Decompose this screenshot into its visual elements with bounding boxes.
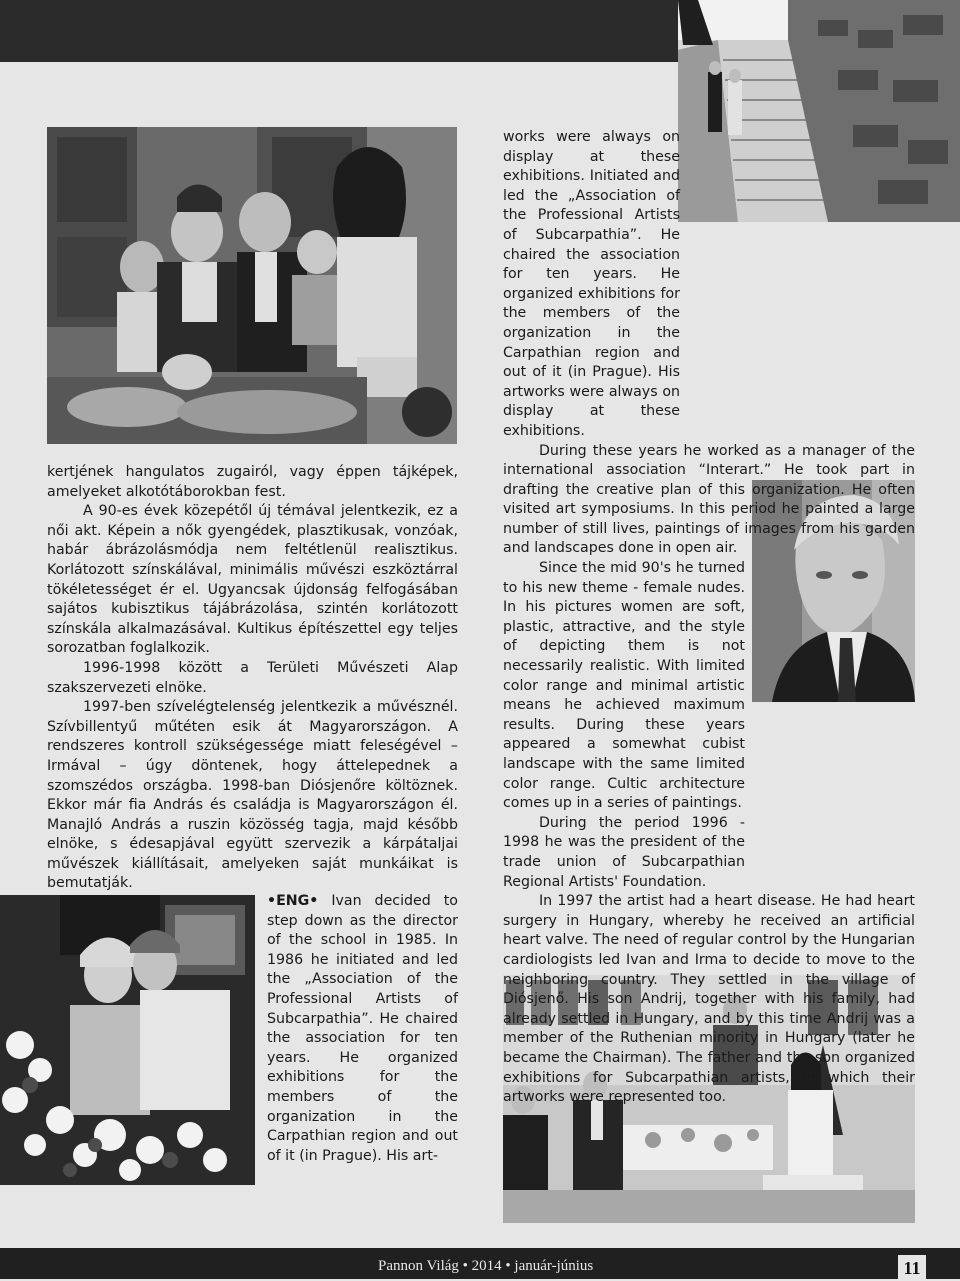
en-paragraph: Ivan decided to step down as the director of the school in 1985. In 1986 he initiated and led the „Association of the Professional Artists of Subcarpathia”. He chaired the association for ten years. He organized exhibitions for the members of the organization in the Carpathian region and out of it (in Prague). His art- [267,893,458,1164]
couple-photo [0,895,255,1185]
english-intro-text [267,892,458,1166]
footer-publication: Pannon Világ • 2014 • január-június [378,1258,594,1274]
hu-paragraph: 1996-1998 között a Területi Művészeti Alap szakszervezeti elnöke. [47,659,458,696]
right-paragraph: In 1997 the artist had a heart disease. He had heart surgery in Hungary, whereby he received an artificial heart valve. The need of regular control by the Hungarian cardiologists led Ivan and Irma to decide to move to the neighboring country. They settled in the village of Diósjenő. His son Andrij, together with his family, had already settled in Hungary, and by this time Andrij was a member of the Ruthenian minority in Hungary (later he became the Chairman). The father and the son organized exhibitions for Subcarpathian artists, in which their artworks were represented too. [503,893,915,1106]
right-paragraph: Since the mid 90's he turned to his new theme - female nudes. In his pictures women are soft, plastic, attractive, and the style of depicting them is not necessarily realistic. With limited color range and minimal artistic means he achieved maximum results. During these years appeared a somewhat cubist landscape with the same limited color range. Cultic architecture comes up in a series of paintings. [503,560,745,812]
right-column-text [503,128,915,1108]
hu-paragraph: A 90-es évek közepétől új témával jelentkezik, ez a női akt. Képein a nők gyengédek, plasztikusak, vonzóak, habár ábrázolásmódja nem feltétlenül realisztikus. Korlátozott színskálával, minimális művészi eszköztárral tökéletességet ér el. Ugyancsak újdonság felfogásában sajátos kubisztikus tájábrázolása, szintén korlátozott színskála alkalmazásával. Kultikus építészettel egy teljes sorozatban foglalkozik. [47,503,458,657]
page-number: 11 [898,1255,926,1279]
hu-paragraph: kertjének hangulatos zugairól, vagy éppen tájképek, amelyeket alkotótáborokban fest. [47,464,458,500]
hungarian-text [47,463,458,894]
eng-marker: •ENG• [267,893,319,909]
right-paragraph: works were always on display at these exhibitions. Initiated and led the „Association of the Professional Artists of Subcarpathia”. He chaired the association for ten years. He organized exhibitions for the members of the organization in the Carpathian region and out of it (in Prague). His artworks were always on display at these exhibitions. [503,129,680,439]
hu-paragraph: 1997-ben szívelégtelenség jelentkezik a művésznél. Szívbillentyű műtéten esik át Magyarországon. A rendszeres kontroll szükségessége miatt feleségével – Irmával – úgy döntenek, hogy áttelepednek a szomszédos országba. 1998-ban Diósjenőre költöznek. Ekkor már fia András és családja is Magyarországon él. Manajló András a ruszin közösség tagja, majd később elnöke, s édesapjával együtt szervezik a kárpátaljai művészek kiállításait, amelyeken saját munkáikat is bemutatják. [47,699,458,892]
family-photo [47,127,457,444]
right-paragraph: During the period 1996 - 1998 he was the president of the trade union of Subcarpathian Regional Artists' Foundation. [503,814,745,890]
right-paragraph: During these years he worked as a manager of the international association “Interart.” He took part in drafting the creative plan of this organization. He often visited art symposiums. In this period he painted a large number of still lives, paintings of images from his garden and landscapes done in open air. [503,442,915,557]
